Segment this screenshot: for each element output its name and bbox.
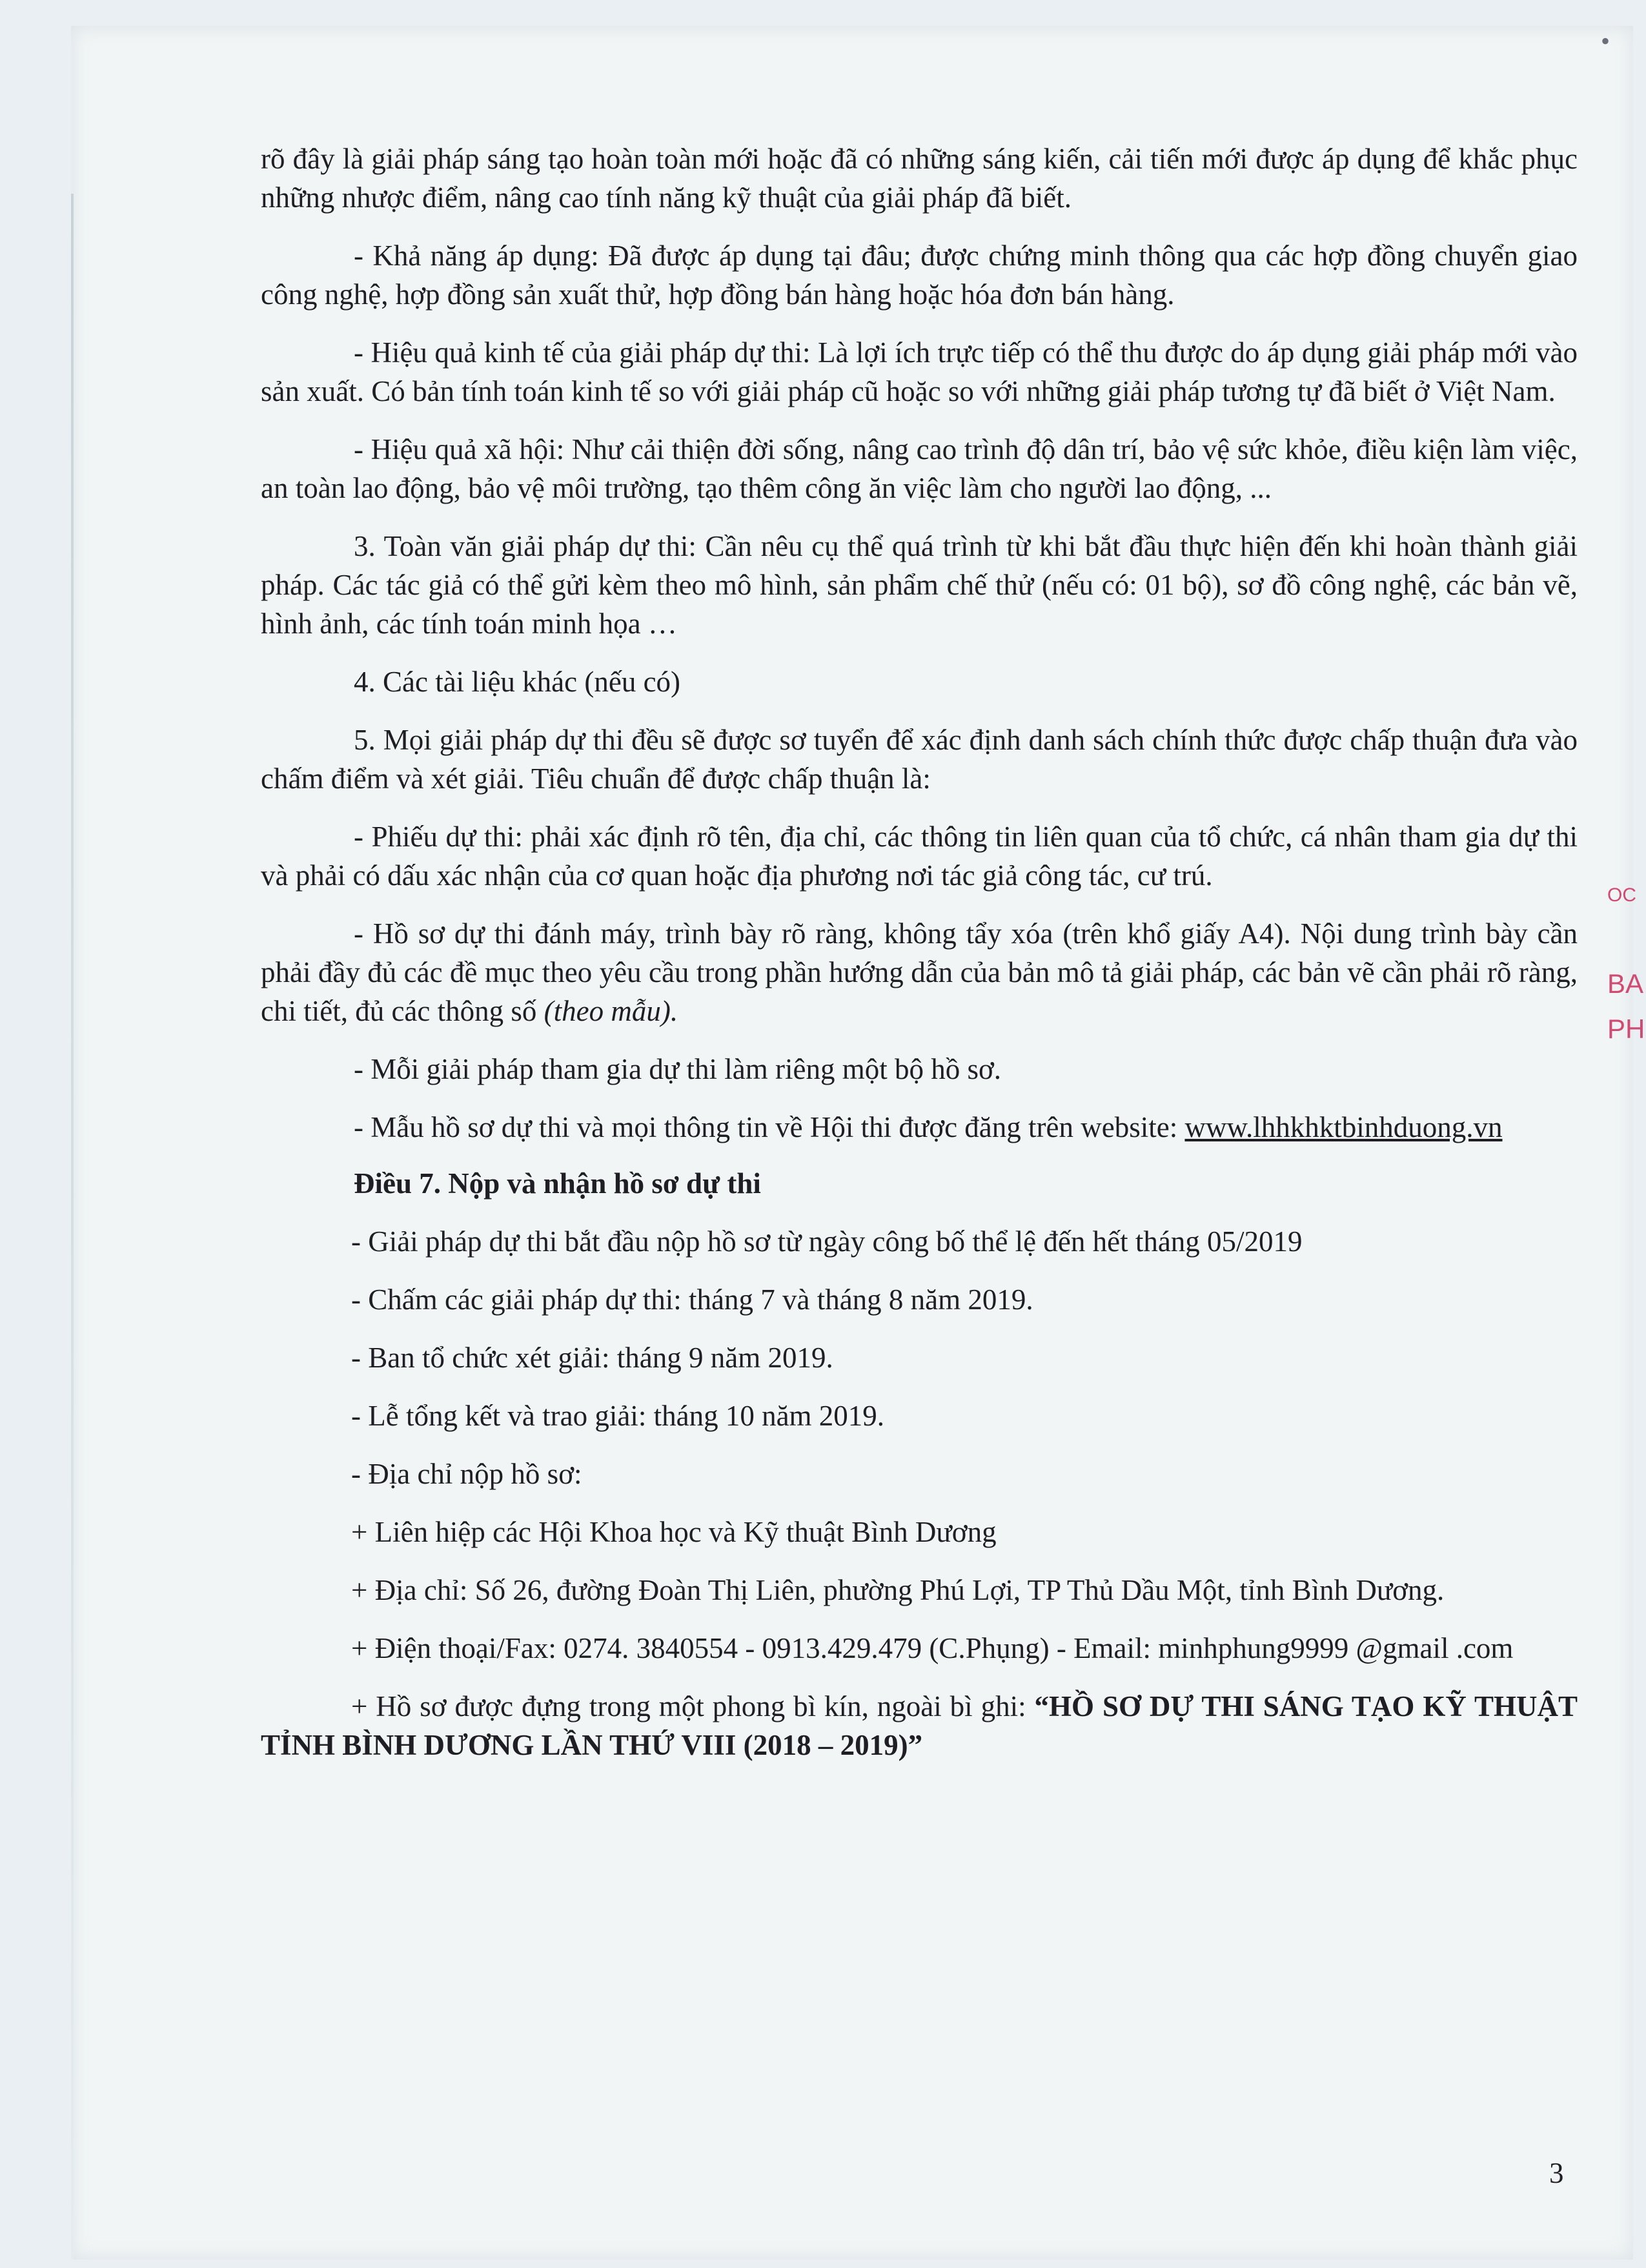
list-item bbox=[261, 1687, 1578, 1764]
paragraph: - Phiếu dự thi: phải xác định rõ tên, địa chỉ, các thông tin liên quan của tổ chức, cá nhân tham gia dự thi và phải có dấu xác nhận của cơ quan hoặc địa phương nơi tác giả công tác, cư trú. bbox=[261, 821, 1578, 892]
page-edge-shadow bbox=[71, 194, 74, 2260]
list-item: - Địa chỉ nộp hồ sơ: bbox=[351, 1458, 582, 1490]
paragraph: 3. Toàn văn giải pháp dự thi: Cần nêu cụ thể quá trình từ khi bắt đầu thực hiện đến khi hoàn thành giải pháp. Các tác giả có thể gửi kèm theo mô hình, sản phẩm chế thử (nếu có: 01 bộ), sơ đồ công nghệ, các bản vẽ, hình ảnh, các tính toán minh họa … bbox=[261, 530, 1578, 640]
paragraph: rõ đây là giải pháp sáng tạo hoàn toàn mới hoặc đã có những sáng kiến, cải tiến mới được áp dụng để khắc phục những nhược điểm, nâng cao tính năng kỹ thuật của giải pháp đã biết. bbox=[261, 143, 1578, 214]
list-item: - Chấm các giải pháp dự thi: tháng 7 và tháng 8 năm 2019. bbox=[351, 1283, 1033, 1316]
website-link[interactable]: www.lhhkhktbinhduong.vn bbox=[1184, 1111, 1503, 1143]
paragraph: - Mỗi giải pháp tham gia dự thi làm riêng một bộ hồ sơ. bbox=[354, 1053, 1002, 1085]
page-number: 3 bbox=[1549, 2157, 1564, 2189]
list-item-text: + Hồ sơ được đựng trong một phong bì kín, ngoài bì ghi: bbox=[351, 1690, 1026, 1722]
list-item: + Địa chỉ: Số 26, đường Đoàn Thị Liên, phường Phú Lợi, TP Thủ Dầu Một, tỉnh Bình Dương. bbox=[351, 1574, 1445, 1606]
paragraph-italic: (theo mẫu). bbox=[544, 995, 678, 1027]
list-item: + Điện thoại/Fax: 0274. 3840554 - 0913.429.479 (C.Phụng) - Email: minhphung9999 @gmail .com bbox=[351, 1632, 1514, 1664]
margin-mark: OC bbox=[1607, 884, 1636, 906]
paragraph bbox=[261, 914, 1578, 1030]
margin-mark: PH bbox=[1607, 1014, 1645, 1044]
paragraph: - Hiệu quả kinh tế của giải pháp dự thi: Là lợi ích trực tiếp có thể thu được do áp dụng giải pháp mới vào sản xuất. Có bản tính toán kinh tế so với giải pháp cũ hoặc so với những giải pháp tương tự đã biết ở Việt Nam. bbox=[261, 336, 1578, 407]
paragraph: - Hiệu quả xã hội: Như cải thiện đời sống, nâng cao trình độ dân trí, bảo vệ sức khỏe, điều kiện làm việc, an toàn lao động, bảo vệ môi trường, tạo thêm công ăn việc làm cho người lao động, ... bbox=[261, 433, 1578, 504]
list-item: - Lễ tổng kết và trao giải: tháng 10 năm 2019. bbox=[351, 1400, 885, 1432]
section-heading: Điều 7. Nộp và nhận hồ sơ dự thi bbox=[354, 1167, 761, 1200]
paragraph-text: - Hồ sơ dự thi đánh máy, trình bày rõ ràng, không tẩy xóa (trên khổ giấy A4). Nội dung trình bày cần phải đầy đủ các đề mục theo yêu cầu trong phần hướng dẫn của bản mô tả giải pháp, các bản vẽ cần phải rõ ràng, chi tiết, đủ các thông số bbox=[261, 917, 1578, 1027]
speck-mark: • bbox=[1601, 26, 1610, 56]
paragraph-text: - Mẫu hồ sơ dự thi và mọi thông tin về Hội thi được đăng trên website: bbox=[354, 1111, 1178, 1143]
envelope-label: “HỒ SƠ DỰ THI SÁNG TẠO KỸ THUẬT TỈNH BÌNH DƯƠNG LẦN THỨ VIII (2018 – 2019)” bbox=[261, 1690, 1578, 1761]
paragraph bbox=[261, 1108, 1578, 1147]
paragraph: 5. Mọi giải pháp dự thi đều sẽ được sơ tuyển để xác định danh sách chính thức được chấp thuận đưa vào chấm điểm và xét giải. Tiêu chuẩn để được chấp thuận là: bbox=[261, 724, 1578, 795]
margin-mark: BA bbox=[1607, 968, 1644, 999]
list-item: - Ban tổ chức xét giải: tháng 9 năm 2019. bbox=[351, 1342, 833, 1374]
document-body bbox=[261, 139, 1578, 1784]
paragraph: - Khả năng áp dụng: Đã được áp dụng tại đâu; được chứng minh thông qua các hợp đồng chuyển giao công nghệ, hợp đồng sản xuất thử, hợp đồng bán hàng hoặc hóa đơn bán hàng. bbox=[261, 240, 1578, 311]
list-item: - Giải pháp dự thi bắt đầu nộp hồ sơ từ ngày công bố thể lệ đến hết tháng 05/2019 bbox=[351, 1225, 1303, 1258]
list-item: + Liên hiệp các Hội Khoa học và Kỹ thuật Bình Dương bbox=[351, 1516, 997, 1548]
paragraph: 4. Các tài liệu khác (nếu có) bbox=[354, 666, 681, 698]
margin-stamp-marks bbox=[1607, 884, 1646, 1194]
